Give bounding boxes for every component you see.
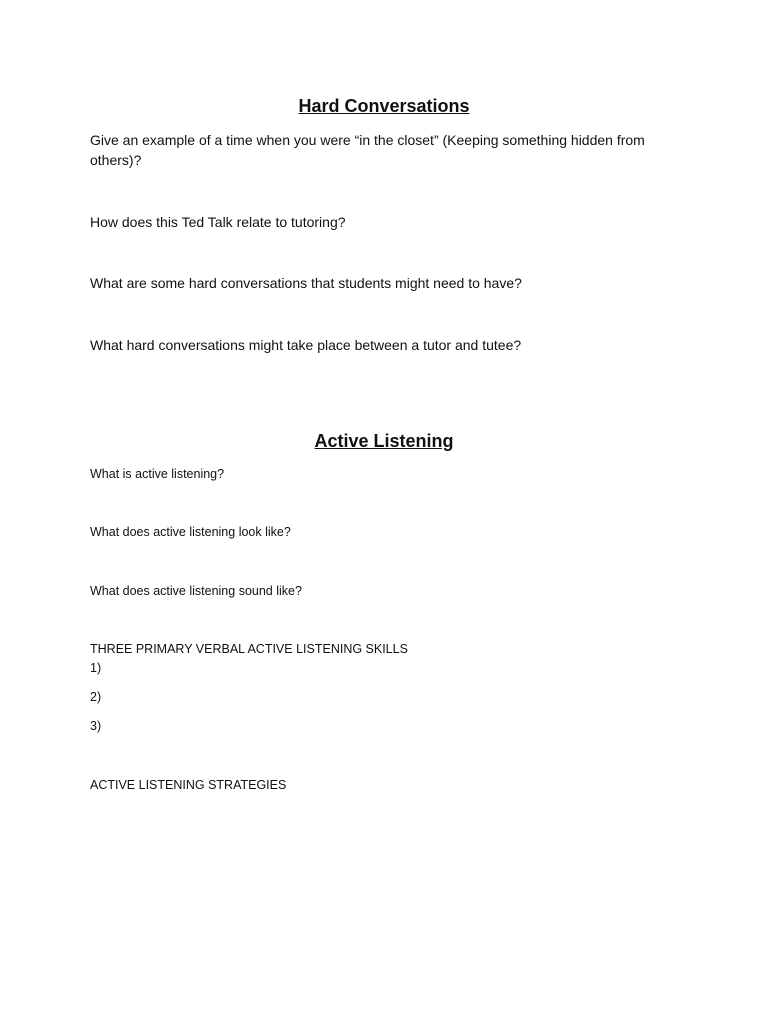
question-ted-talk-tutoring: How does this Ted Talk relate to tutoring?: [90, 214, 346, 230]
section-title-active-listening: Active Listening: [314, 431, 454, 451]
skills-heading: THREE PRIMARY VERBAL ACTIVE LISTENING SKILLS: [90, 642, 408, 656]
skill-item-2: 2): [90, 690, 102, 704]
question-tutor-tutee-conversations: What hard conversations might take place between a tutor and tutee?: [90, 337, 522, 353]
question-student-hard-conversations: What are some hard conversations that students might need to have?: [90, 275, 522, 291]
section-title-hard-conversations: Hard Conversations: [298, 96, 470, 116]
strategies-heading: ACTIVE LISTENING STRATEGIES: [90, 778, 287, 792]
question-look-like: What does active listening look like?: [90, 525, 291, 539]
skill-item-1: 1): [90, 661, 102, 675]
question-in-the-closet: Give an example of a time when you were “in the closet” (Keeping something hidden from others)?: [90, 132, 645, 168]
skill-item-3: 3): [90, 719, 102, 733]
question-sound-like: What does active listening sound like?: [90, 584, 302, 598]
question-what-is-active-listening: What is active listening?: [90, 467, 225, 481]
